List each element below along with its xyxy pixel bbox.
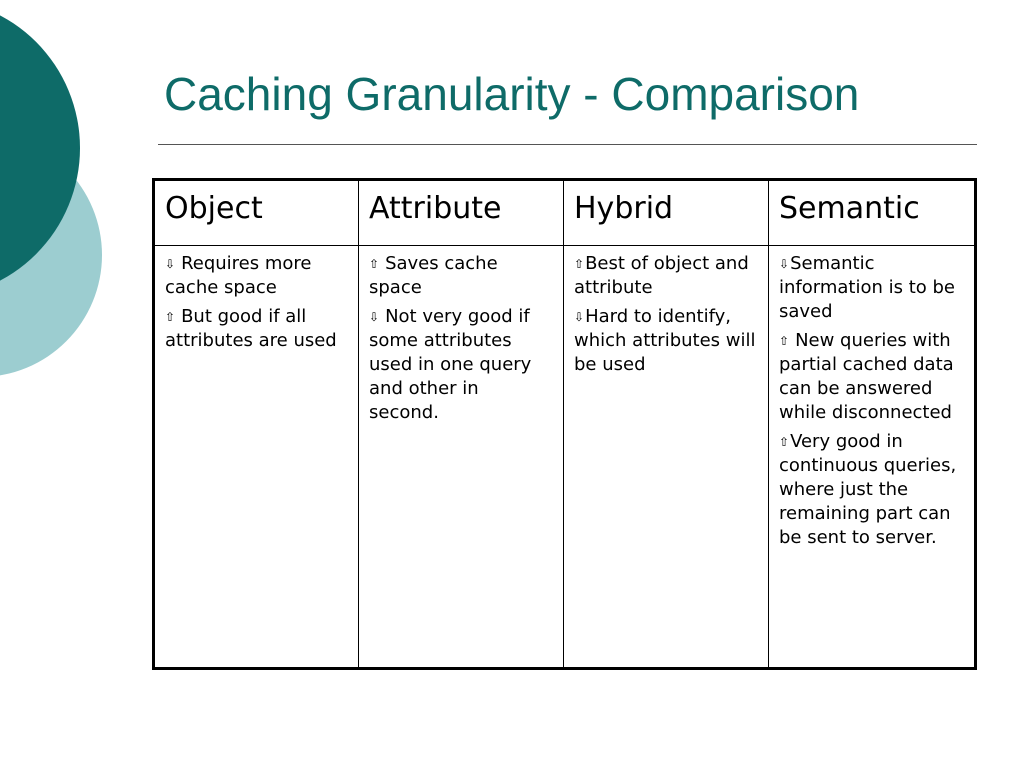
up-arrow-icon: ⇧ <box>574 257 585 271</box>
comparison-table <box>152 178 977 670</box>
point-text: Very good in continuous queries, where just the remaining part can be sent to server. <box>779 431 957 548</box>
down-arrow-icon: ⇩ <box>369 310 380 324</box>
point-text: But good if all attributes are used <box>165 306 337 351</box>
list-item <box>369 305 553 425</box>
down-arrow-icon: ⇩ <box>779 257 790 271</box>
up-arrow-icon: ⇧ <box>369 257 380 271</box>
point-text: Semantic information is to be saved <box>779 253 956 322</box>
list-item <box>574 305 758 377</box>
list-item <box>779 252 964 324</box>
hybrid-cell <box>564 246 769 669</box>
object-cell <box>154 246 359 669</box>
down-arrow-icon: ⇩ <box>165 257 176 271</box>
point-text: Best of object and attribute <box>574 253 749 298</box>
list-item <box>369 252 553 300</box>
point-text: Hard to identify, which attributes will be used <box>574 306 756 375</box>
column-header-attribute: Attribute <box>359 180 564 246</box>
column-header-semantic: Semantic <box>769 180 976 246</box>
column-header-hybrid: Hybrid <box>564 180 769 246</box>
point-text: Requires more cache space <box>165 253 312 298</box>
column-header-object: Object <box>154 180 359 246</box>
list-item <box>779 430 964 550</box>
slide-title: Caching Granularity - Comparison <box>164 68 860 120</box>
down-arrow-icon: ⇩ <box>574 310 585 324</box>
up-arrow-icon: ⇧ <box>165 310 176 324</box>
point-text: Not very good if some attributes used in one query and other in second. <box>369 306 532 423</box>
attribute-cell <box>359 246 564 669</box>
semantic-cell <box>769 246 976 669</box>
up-arrow-icon: ⇧ <box>779 334 790 348</box>
list-item <box>779 329 964 425</box>
point-text: New queries with partial cached data can be answered while disconnected <box>779 330 954 423</box>
list-item <box>165 305 348 353</box>
list-item <box>574 252 758 300</box>
table-row <box>154 246 976 669</box>
list-item <box>165 252 348 300</box>
header-row <box>154 180 976 246</box>
up-arrow-icon: ⇧ <box>779 435 790 449</box>
title-divider <box>158 144 977 145</box>
decorative-circles <box>0 0 110 380</box>
point-text: Saves cache space <box>369 253 498 298</box>
